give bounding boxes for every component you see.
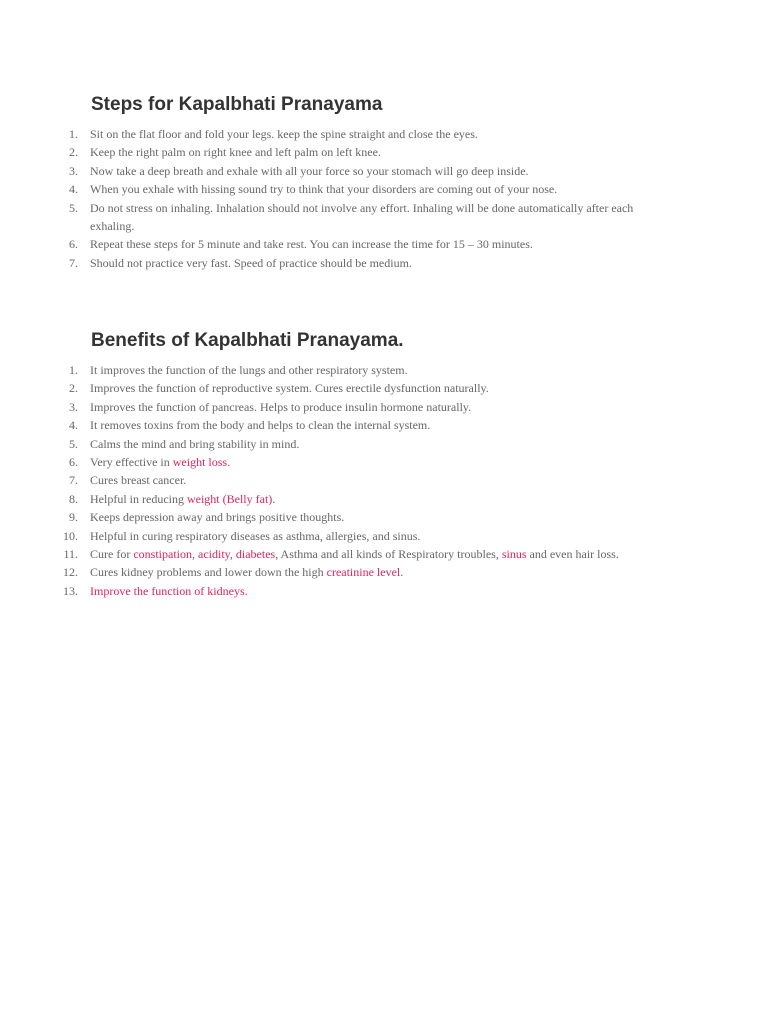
list-text-part: Helpful in reducing [90, 491, 187, 506]
list-item [0, 471, 670, 489]
list-text-part: . [400, 565, 404, 580]
steps-heading: Steps for Kapalbhati Pranayama [91, 94, 383, 115]
list-item [0, 162, 670, 180]
list-number: 9. [69, 510, 78, 525]
list-number: 5. [69, 436, 78, 451]
list-text-part: . [272, 491, 276, 506]
list-number: 3. [69, 163, 78, 178]
list-item [0, 435, 670, 453]
list-number: 2. [69, 145, 78, 160]
improve-kidneys-link[interactable]: Improve the function of kidneys [90, 583, 245, 598]
creatinine-level-link[interactable]: creatinine level [326, 565, 401, 580]
list-item [0, 416, 670, 434]
list-item [0, 508, 670, 526]
sinus-link[interactable]: sinus [501, 547, 527, 562]
list-text [90, 492, 275, 506]
list-text [90, 584, 248, 598]
list-number: 7. [69, 473, 78, 488]
list-text: Improves the function of reproductive system. Cures erectile dysfunction naturally. [90, 381, 489, 396]
list-item [0, 582, 670, 600]
benefits-list [0, 361, 670, 600]
list-text [90, 547, 619, 561]
list-item [0, 545, 670, 563]
diabetes-link[interactable]: diabetes [235, 547, 276, 562]
list-item [0, 379, 670, 397]
list-text: Do not stress on inhaling. Inhalation should not involve any effort. Inhaling will be done automatically after each exhaling. [90, 200, 634, 234]
list-number: 6. [69, 455, 78, 470]
steps-list [0, 125, 670, 272]
list-item [0, 563, 670, 581]
list-text-part: and even hair loss. [526, 547, 619, 562]
list-number: 2. [69, 381, 78, 396]
list-number: 4. [69, 182, 78, 197]
list-text-part: Cures kidney problems and lower down the high [90, 565, 327, 580]
list-text-part: , [192, 547, 198, 562]
list-text: Improves the function of pancreas. Helps to produce insulin hormone naturally. [90, 399, 472, 414]
list-item [0, 490, 670, 508]
list-text: It removes toxins from the body and helps to clean the internal system. [90, 418, 431, 433]
list-number: 12. [63, 565, 78, 580]
list-text: Keep the right palm on right knee and left palm on left knee. [90, 145, 381, 160]
list-number: 5. [69, 200, 78, 215]
list-text [90, 455, 230, 469]
list-item [0, 199, 670, 236]
weight-belly-fat-link[interactable]: weight (Belly fat) [186, 491, 273, 506]
list-number: 6. [69, 237, 78, 252]
list-number: 3. [69, 399, 78, 414]
list-number: 13. [63, 583, 78, 598]
list-item [0, 254, 670, 272]
list-text-part: . [227, 455, 231, 470]
list-number: 10. [63, 528, 78, 543]
list-text: Repeat these steps for 5 minute and take rest. You can increase the time for 15 – 30 minutes. [90, 237, 533, 252]
list-text-part: , Asthma and all kinds of Respiratory troubles, [275, 547, 502, 562]
list-text: Sit on the flat floor and fold your legs. keep the spine straight and close the eyes. [90, 127, 478, 141]
list-text: Calms the mind and bring stability in mind. [90, 436, 300, 451]
list-text [90, 565, 403, 579]
list-number: 1. [69, 363, 78, 377]
list-text: It improves the function of the lungs and other respiratory system. [90, 363, 408, 377]
list-text: Helpful in curing respiratory diseases as asthma, allergies, and sinus. [90, 528, 421, 543]
list-item [0, 143, 670, 161]
list-item [0, 361, 670, 379]
list-text-part: , [229, 547, 236, 562]
list-item [0, 398, 670, 416]
list-text-part: . [244, 583, 248, 598]
list-text: Should not practice very fast. Speed of practice should be medium. [90, 255, 412, 270]
list-number: 1. [69, 127, 78, 141]
weight-loss-link[interactable]: weight loss [172, 455, 228, 470]
constipation-link[interactable]: constipation [133, 547, 192, 562]
list-text-part: Cure for [90, 547, 134, 562]
acidity-link[interactable]: acidity [198, 547, 230, 562]
list-item [0, 453, 670, 471]
list-text: Now take a deep breath and exhale with all your force so your stomach will go deep inside. [90, 163, 529, 178]
list-text: Keeps depression away and brings positive thoughts. [90, 510, 345, 525]
list-number: 11. [63, 547, 78, 562]
benefits-heading: Benefits of Kapalbhati Pranayama. [91, 330, 404, 351]
list-text: When you exhale with hissing sound try to think that your disorders are coming out of your nose. [90, 182, 558, 197]
list-number: 7. [69, 255, 78, 270]
list-text: Cures breast cancer. [90, 473, 187, 488]
list-item [0, 527, 670, 545]
list-number: 8. [69, 491, 78, 506]
list-text-part: Very effective in [90, 455, 173, 470]
list-item [0, 235, 670, 253]
list-item [0, 180, 670, 198]
list-number: 4. [69, 418, 78, 433]
list-item [0, 125, 670, 143]
